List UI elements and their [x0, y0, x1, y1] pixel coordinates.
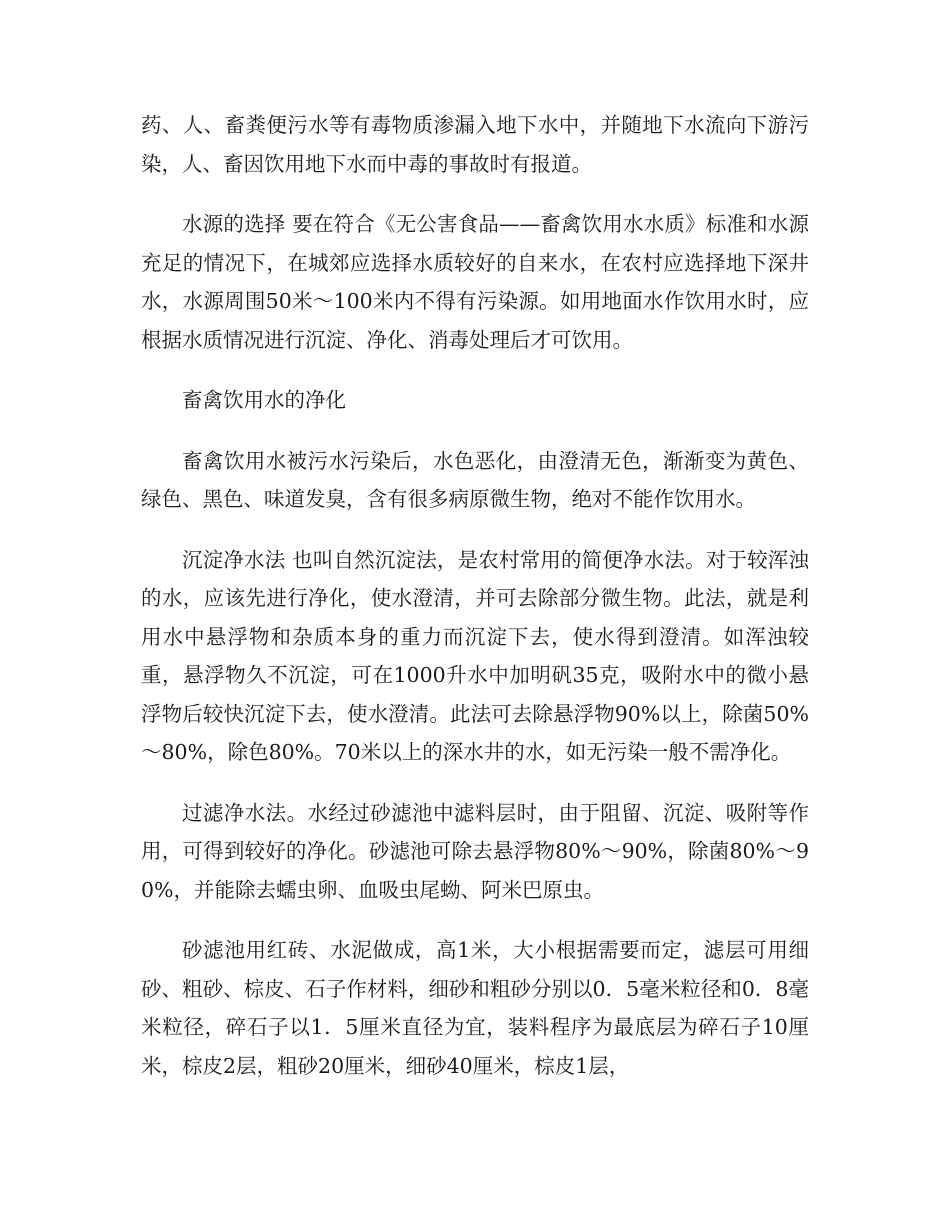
- document-body: [141, 106, 809, 1107]
- paragraph-sedimentation-method: 沉淀净水法 也叫自然沉淀法，是农村常用的简便净水法。对于较浑浊的水，应该先进行净化，使水澄清，并可去除部分微生物。此法，就是利用水中悬浮物和杂质本身的重力而沉淀下去，使水得到澄清。如浑浊较重，悬浮物久不沉淀，可在1000升水中加明矾35克，吸附水中的微小悬浮物后较快沉淀下去，使水澄清。此法可去除悬浮物90%以上，除菌50%～80%，除色80%。70米以上的深水井的水，如无污染一般不需净化。: [141, 547, 809, 764]
- paragraph-filtration-method: 过滤净水法。水经过砂滤池中滤料层时，由于阻留、沉淀、吸附等作用，可得到较好的净化。砂滤池可除去悬浮物80%～90%，除菌80%～90%，并能除去蠕虫卵、血吸虫尾蚴、阿米巴原虫。: [141, 800, 809, 902]
- paragraph-continuation: 药、人、畜粪便污水等有毒物质渗漏入地下水中，并随地下水流向下游污染，人、畜因饮用地下水而中毒的事故时有报道。: [141, 113, 809, 176]
- paragraph-polluted-water: 畜禽饮用水被污水污染后，水色恶化，由澄清无色，渐渐变为黄色、绿色、黑色、味道发臭，含有很多病原微生物，绝对不能作饮用水。: [141, 448, 809, 511]
- paragraph-water-source-selection: 水源的选择 要在符合《无公害食品——畜禽饮用水水质》标准和水源充足的情况下，在城郊应选择水质较好的自来水，在农村应选择地下深井水，水源周围50米～100米内不得有污染源。如用地面水作饮用水时，应根据水质情况进行沉淀、净化、消毒处理后才可饮用。: [141, 212, 809, 352]
- section-heading-water-purification: 畜禽饮用水的净化: [182, 388, 346, 412]
- paragraph-sand-filter-construction: 砂滤池用红砖、水泥做成，高1米，大小根据需要而定，滤层可用细砂、粗砂、棕皮、石子作材料，细砂和粗砂分别以0．5毫米粒径和0．8毫米粒径，碎石子以1．5厘米直径为宜，装料程序为最底层为碎石子10厘米，棕皮2层，粗砂20厘米，细砂40厘米，棕皮1层，: [141, 938, 809, 1078]
